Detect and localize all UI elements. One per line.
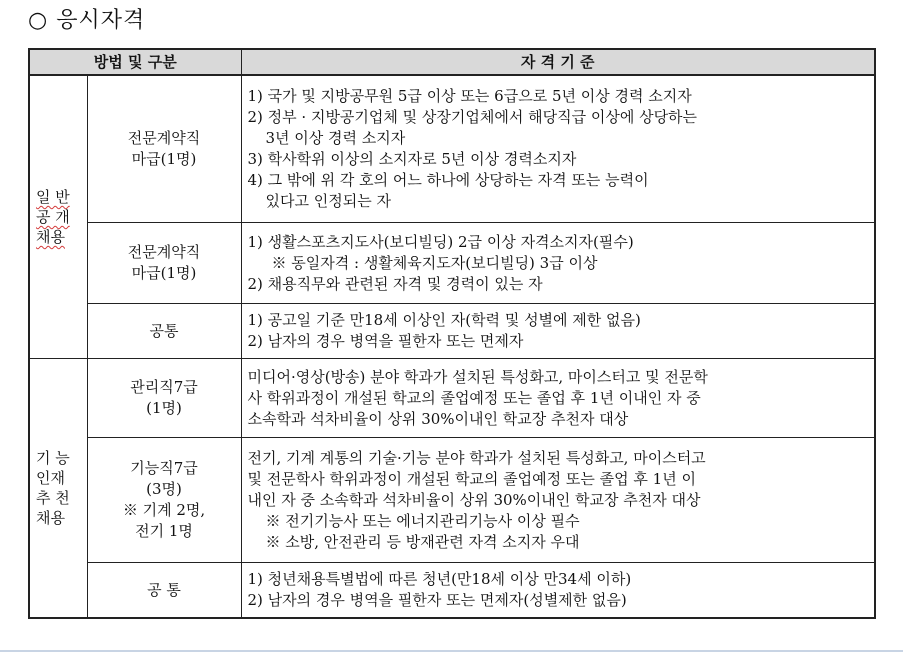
criteria-line: 1) 공고일 기준 만18세 이상인 자(학력 및 성별에 제한 없음) bbox=[247, 311, 641, 329]
criteria-line: 2) 정부 · 지방공기업체 및 상장기업체에서 해당직급 이상에 상당하는 bbox=[247, 108, 698, 126]
criteria-line: 있다고 인정되는 자 bbox=[265, 192, 391, 210]
page-title-text: 응시자격 bbox=[56, 8, 146, 33]
criteria-cell bbox=[241, 223, 875, 304]
criteria-line: 3) 학사학위 이상의 소지자로 5년 이상 경력소지자 bbox=[247, 150, 577, 168]
group-name-line: 일 반 bbox=[36, 188, 70, 206]
category-line: 공통 bbox=[149, 321, 179, 340]
group-name-line: 기 능 bbox=[36, 449, 70, 467]
criteria-line: ※ 소방, 안전관리 등 방재관련 자격 소지자 우대 bbox=[265, 532, 580, 551]
criteria-line: 3년 이상 경력 소지자 bbox=[265, 129, 406, 147]
category-line: ※ 기계 2명, bbox=[122, 501, 206, 519]
qualification-table bbox=[28, 48, 876, 619]
criteria-line: ※ 전기기능사 또는 에너지관리기능사 이상 필수 bbox=[265, 511, 580, 530]
header-criteria: 자 격 기 준 bbox=[241, 49, 875, 75]
group-general bbox=[29, 75, 87, 359]
category-cell bbox=[87, 223, 241, 304]
page-bottom-rule bbox=[0, 650, 903, 652]
group-name-line: 추 천 bbox=[36, 489, 70, 507]
table-row bbox=[29, 563, 875, 619]
group-name-line: 공 개 bbox=[36, 208, 70, 226]
category-line: 전문계약직 bbox=[127, 129, 201, 147]
category-line: 전문계약직 bbox=[127, 243, 201, 261]
criteria-line: 2) 채용직무와 관련된 자격 및 경력이 있는 자 bbox=[247, 274, 543, 293]
criteria-cell bbox=[241, 359, 875, 438]
page-title bbox=[28, 3, 145, 34]
criteria-cell bbox=[241, 75, 875, 223]
group-name-line: 채용 bbox=[36, 509, 65, 527]
criteria-line: 2) 남자의 경우 병역을 필한자 또는 면제자(성별제한 없음) bbox=[247, 591, 627, 609]
group-name-line: 채용 bbox=[36, 228, 65, 246]
category-line: (1명) bbox=[146, 399, 182, 417]
group-technical bbox=[29, 359, 87, 619]
criteria-cell bbox=[241, 563, 875, 619]
category-line: 마급(1명) bbox=[131, 150, 197, 168]
table-row bbox=[29, 75, 875, 223]
category-cell bbox=[87, 359, 241, 438]
category-line: 기능직7급 bbox=[130, 459, 198, 477]
criteria-cell bbox=[241, 304, 875, 359]
circle-bullet-icon: ○ bbox=[28, 8, 49, 33]
criteria-line: 사 학위과정이 개설된 학교의 졸업예정 또는 졸업 후 1년 이내인 자 중 bbox=[247, 388, 701, 407]
criteria-line: 1) 청년채용특별법에 따른 청년(만18세 이상 만34세 이하) bbox=[247, 570, 632, 588]
criteria-cell bbox=[241, 438, 875, 563]
table-row bbox=[29, 223, 875, 304]
criteria-line: 1) 생활스포츠지도사(보디빌딩) 2급 이상 자격소지자(필수) bbox=[247, 232, 634, 251]
criteria-line: 소속학과 석차비율이 상위 30%이내인 학교장 추천자 대상 bbox=[247, 409, 629, 428]
table-row bbox=[29, 304, 875, 359]
category-line: (3명) bbox=[146, 480, 182, 498]
header-method: 방법 및 구분 bbox=[29, 49, 241, 75]
criteria-line: 2) 남자의 경우 병역을 필한자 또는 면제자 bbox=[247, 332, 524, 350]
table-header-row bbox=[29, 49, 875, 75]
criteria-line: 1) 국가 및 지방공무원 5급 이상 또는 6급으로 5년 이상 경력 소지자 bbox=[247, 87, 692, 105]
table-row bbox=[29, 359, 875, 438]
category-line: 전기 1명 bbox=[135, 522, 193, 540]
criteria-line: 내인 자 중 소속학과 석차비율이 상위 30%이내인 학교장 추천자 대상 bbox=[247, 490, 701, 509]
category-cell bbox=[87, 75, 241, 223]
criteria-line: 4) 그 밖에 위 각 호의 어느 하나에 상당하는 자격 또는 능력이 bbox=[247, 171, 649, 189]
criteria-line: 및 전문학사 학위과정이 개설된 학교의 졸업예정 또는 졸업 후 1년 이 bbox=[247, 469, 696, 488]
category-line: 관리직7급 bbox=[130, 378, 198, 396]
category-cell bbox=[87, 304, 241, 359]
category-line: 공 통 bbox=[147, 580, 181, 599]
category-cell bbox=[87, 563, 241, 619]
category-line: 마급(1명) bbox=[131, 264, 197, 282]
category-cell bbox=[87, 438, 241, 563]
group-name-line: 인재 bbox=[36, 469, 65, 487]
criteria-line: 전기, 기계 계통의 기술·기능 분야 학과가 설치된 특성화고, 마이스터고 bbox=[247, 448, 706, 467]
criteria-line: ※ 동일자격 : 생활체육지도자(보디빌딩) 3급 이상 bbox=[271, 253, 598, 272]
table-row bbox=[29, 438, 875, 563]
criteria-line: 미디어·영상(방송) 분야 학과가 설치된 특성화고, 마이스터고 및 전문학 bbox=[247, 367, 708, 386]
